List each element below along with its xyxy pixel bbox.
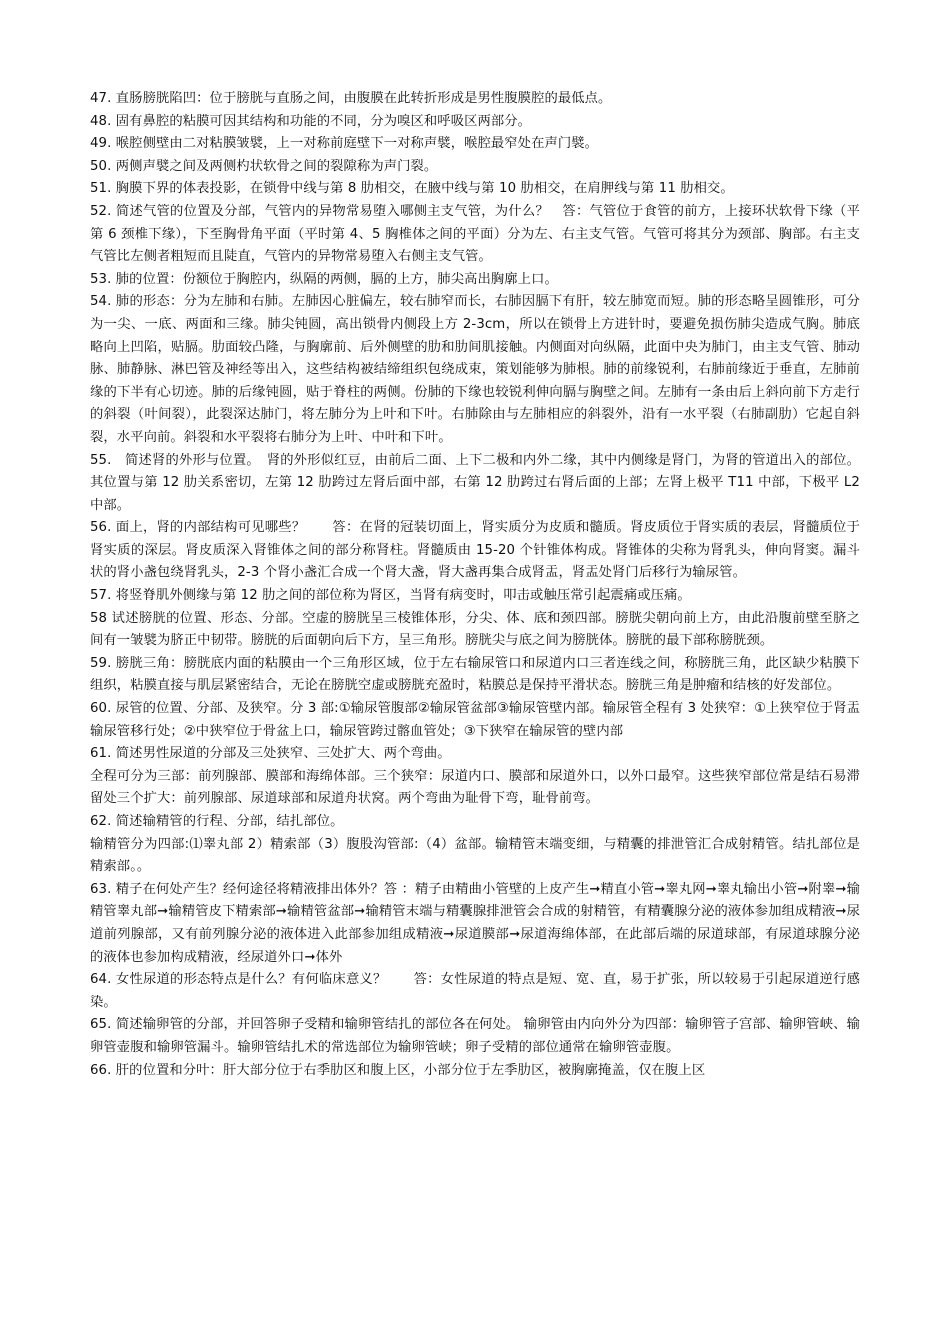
item-47: 47. 直肠膀胱陷凹：位于膀胱与直肠之间，由腹膜在此转折形成是男性腹膜腔的最低点。 [90, 91, 612, 106]
item-48: 48. 固有鼻腔的粘膜可因其结构和功能的不同，分为嗅区和呼吸区两部分。 [90, 113, 532, 129]
item-62-question: 62. 简述输精管的行程、分部，结扎部位。 [90, 814, 344, 829]
item-59: 59. 膀胱三角：膀胱底内面的粘膜由一个三角形区域，位于左右输尿管口和尿道内口三者连线之间，称膀胱三角，此区缺少粘膜下组织，粘膜直接与肌层紧密结合，无论在膀胱空虚或膀胱充盈时，粘膜总是保持平滑状态。膀胱三角是肿瘤和结核的好发部位。 [90, 655, 860, 694]
item-50: 50. 两侧声襞之间及两侧杓状软骨之间的裂隙称为声门裂。 [90, 158, 438, 174]
item-66: 66. 肝的位置和分叶：肝大部分位于右季肋区和腹上区，小部分位于左季肋区，被胸廓掩盖，仅在腹上区 [90, 1062, 706, 1078]
item-53: 53. 肺的位置：份额位于胸腔内，纵隔的两侧，膈的上方，肺尖高出胸廓上口。 [90, 271, 558, 287]
item-56: 56. 面上，肾的内部结构可见哪些？ 答：在肾的冠装切面上，肾实质分为皮质和髓质。肾皮质位于肾实质的表层，肾髓质位于肾实质的深层。肾皮质深入肾锥体之间的部分称肾柱。肾髓质由 15-20 个针锥体构成。肾锥体的尖称为肾乳头，伸向肾窦。漏斗状的肾小盏包绕肾乳头，2-3 个肾小盏汇合成一个肾大盏，肾大盏再集合成肾盂，肾盂处肾门后移行为输尿管。 [90, 520, 860, 581]
item-58: 58 试述膀胱的位置、形态、分部。空虚的膀胱呈三棱锥体形，分尖、体、底和颈四部。膀胱尖朝向前上方，由此沿腹前壁至脐之间有一皱襞为脐正中韧带。膀胱的后面朝向后下方，呈三角形。膀胱尖与底之间为膀胱体。膀胱的最下部称膀胱颈。 [90, 610, 860, 649]
item-63: 63. 精子在何处产生？经何途径将精液排出体外？答 ：精子由精曲小管壁的上皮产生➞精直小管➞睾丸网➞睾丸输出小管➞附睾➞输精管睾丸部➞输精管皮下精索部➞输精管盆部➞输精管末端与精囊腺排泄管会合成的射精管，有精囊腺分泌的液体参加组成精液➞尿道前列腺部，又有前列腺分泌的液体进入此部参加组成精液➞尿道膜部➞尿道海绵体部，在此部后端的尿道球部，有尿道球腺分泌的液体也参加构成精液，经尿道外口➞体外 [90, 881, 860, 965]
item-55: 55. 简述肾的外形与位置。 肾的外形似红豆，由前后二面、上下二极和内外二缘，其中内侧缘是肾门，为肾的管道出入的部位。其位置与第 12 肋关系密切，左第 12 肋跨过左肾后面中部，右第 12 肋跨过右肾后面的上部；左肾上极平 T11 中部，下极平 L2 中部。 [90, 452, 860, 513]
item-60: 60. 尿管的位置、分部、及狭窄。分 3 部:①输尿管腹部②输尿管盆部③输尿管壁内部。输尿管全程有 3 处狭窄：①上狭窄位于肾盂输尿管移行处；②中狭窄位于骨盆上口，输尿管跨过髂血管处；③下狭窄在输尿管的壁内部 [90, 701, 860, 739]
item-65: 65. 简述输卵管的分部，并回答卵子受精和输卵管结扎的部位各在何处。 输卵管由内向外分为四部：输卵管子宫部、输卵管峡、输卵管壶腹和输卵管漏斗。输卵管结扎术的常选部位为输卵管峡；卵子受精的部位通常在输卵管壶腹。 [90, 1017, 860, 1055]
document-page [90, 88, 860, 1082]
item-64: 64. 女性尿道的形态特点是什么？有何临床意义？ 答：女性尿道的特点是短、宽、直，易于扩张，所以较易于引起尿道逆行感染。 [90, 972, 860, 1010]
item-57: 57. 将竖脊肌外侧缘与第 12 肋之间的部位称为肾区，当肾有病变时，叩击或触压常引起震痛或压痛。 [90, 588, 691, 604]
item-61-question: 61. 简述男性尿道的分部及三处狭窄、三处扩大、两个弯曲。 [90, 746, 451, 762]
item-62-answer: 输精管分为四部:⑴睾丸部 2）精索部（3）腹股沟管部:（4）盆部。输精管末端变细，与精囊的排泄管汇合成射精管。结扎部位是精索部。。 [90, 836, 860, 875]
item-51: 51. 胸膜下界的体表投影，在锁骨中线与第 8 肋相交，在腋中线与第 10 肋相交，在肩胛线与第 11 肋相交。 [90, 181, 734, 197]
item-54: 54. 肺的形态：分为左肺和右肺。左肺因心脏偏左，较右肺窄而长，右肺因膈下有肝，较左肺宽而短。肺的形态略呈圆锥形，可分为一尖、一底、两面和三缘。肺尖钝圆，高出锁骨内侧段上方 2-3cm，所以在锁骨上方进针时，要避免损伤肺尖造成气胸。肺底略向上凹陷，贴膈。肋面较凸隆，与胸廓前、后外侧壁的肋和肋间肌接触。内侧面对向纵隔，此面中央为肺门，由主支气管、肺动脉、肺静脉、淋巴管及神经等出入，这些结构被结缔组织包绕成束，策划能够为肺根。肺的前缘锐利，右肺前缘近于垂直，左肺前缘的下半有心切迹。肺的后缘钝圆，贴于脊柱的两侧。份肺的下缘也较锐利伸向膈与胸壁之间。左肺有一条由后上斜向前下方走行的斜裂（叶间裂），此裂深达肺门，将左肺分为上叶和下叶。右肺除由与左肺相应的斜裂外，沿有一水平裂（右肺副肋）它起自斜裂，水平向前。斜裂和水平裂将右肺分为上叶、中叶和下叶。 [90, 294, 860, 445]
item-52: 52. 简述气管的位置及分部，气管内的异物常易堕入哪侧主支气管，为什么？ 答：气管位于食管的前方，上接环状软骨下缘（平第 6 颈椎下缘），下至胸骨角平面（平时第 4、5 胸椎体之间的平面）分为左、右主支气管。气管可将其分为颈部、胸部。右主支气管比左侧者粗短而且陡直，气管内的异物常易堕入右侧主支气管。 [90, 203, 860, 265]
item-61-answer: 全程可分为三部：前列腺部、膜部和海绵体部。三个狭窄：尿道内口、膜部和尿道外口，以外口最窄。这些狭窄部位常是结石易滞留处三个扩大：前列腺部、尿道球部和尿道舟状窝。两个弯曲为耻骨下弯，耻骨前弯。 [90, 768, 860, 807]
item-49: 49. 喉腔侧壁由二对粘膜皱襞，上一对称前庭壁下一对称声襞，喉腔最窄处在声门襞。 [90, 136, 599, 152]
